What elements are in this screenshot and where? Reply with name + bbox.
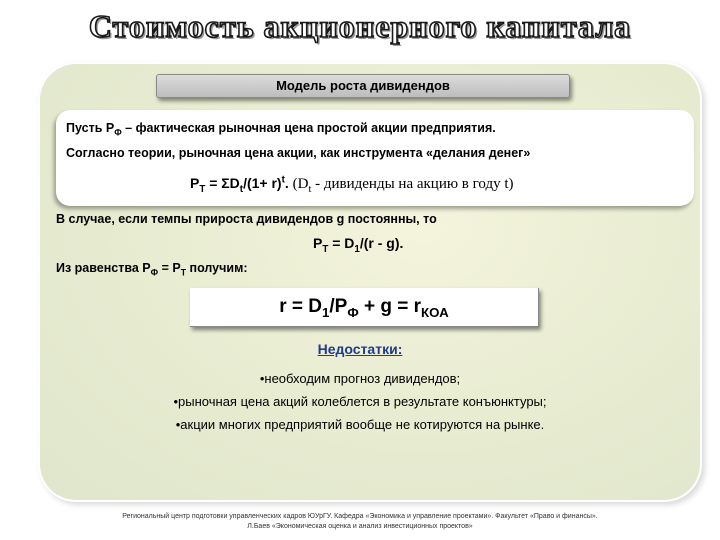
drawback-item: •акции многих предприятий вообще не котируются на рынке. [175, 417, 545, 432]
footer-line-1: Региональный центр подготовки управленческих кадров ЮУрГУ. Кафедра «Экономика и управление проектами». Факультет «Право и финансы». [122, 513, 598, 520]
definition-line-1: Пусть $P_Ф$ – фактическая рыночная цена простой акции предприятия. [66, 121, 496, 138]
constant-growth-text: В случае, если темпы прироста дивидендов g постоянны, то [56, 212, 437, 226]
drawbacks-title: Недостатки: [317, 341, 403, 357]
result-formula-box: $r = D_1/P_Ф + g = r_{КОА}$ [190, 288, 539, 327]
slide-title: Стоимость акционерного капитала [88, 8, 632, 44]
section-header: Модель роста дивидендов [156, 74, 570, 98]
bullet-icon: • [175, 417, 181, 432]
equality-text: Из равенства $P_Ф = P_T$ получим: [56, 261, 248, 278]
bullet-icon: • [259, 371, 265, 386]
gordon-formula: $P_T = D_1/(r - g)$. [313, 235, 404, 255]
definition-line-2: Согласно теории, рыночная цена акции, как инструмента «делания денег» [66, 146, 531, 160]
bullet-icon: • [173, 394, 179, 409]
footer-line-2: Л.Баев «Экономическая оценка и анализ инвестиционных проектов» [247, 523, 473, 530]
drawback-item: •рыночная цена акций колеблется в результате конъюнктуры; [173, 394, 547, 409]
drawback-item: •необходим прогноз дивидендов; [259, 371, 461, 386]
price-formula: $P_T = \Sigma D_t/(1+ r)^t$. ($D_t$ - дивиденды на акцию в году t) [190, 174, 514, 195]
